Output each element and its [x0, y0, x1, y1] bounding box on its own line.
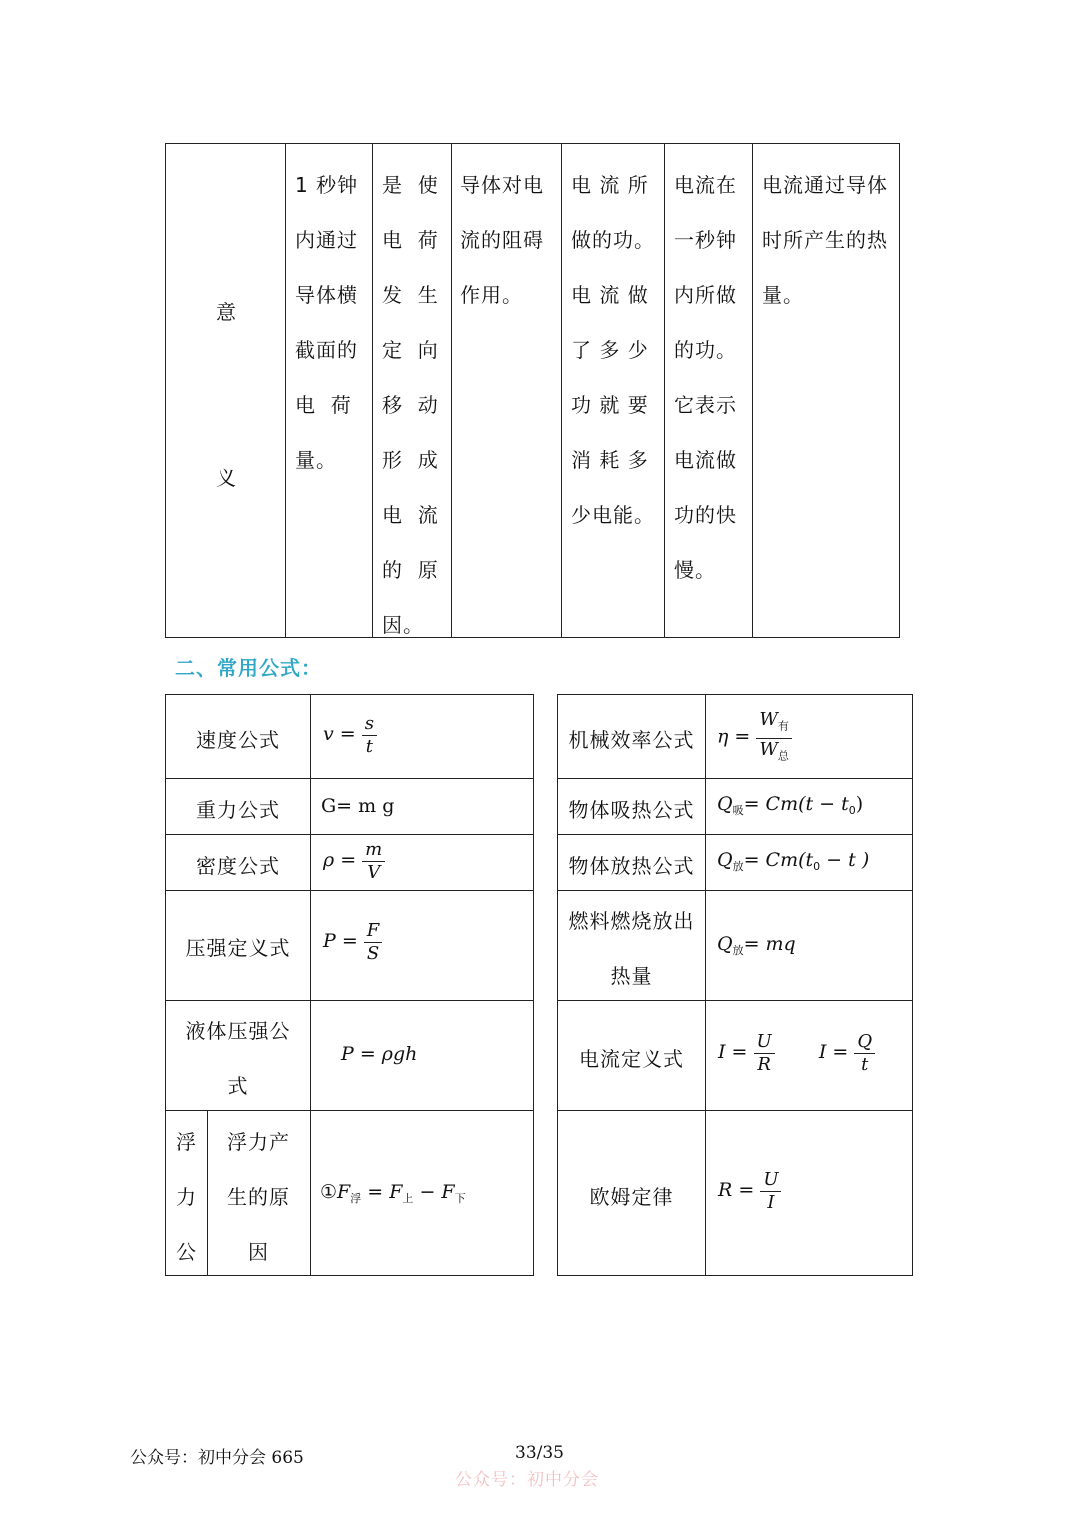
column-divider [561, 144, 562, 637]
meaning-table [165, 143, 900, 638]
row-divider [558, 890, 912, 891]
fraction: $\frac{m}{V}$ [362, 839, 385, 884]
work-meaning-cell: 电 流 所 做的功。 电 流 做 了 多 少 功 就 要 消 耗 多 少电能。 [571, 173, 655, 527]
row-divider [558, 834, 912, 835]
gravity-formula-label: 重力公式 [196, 798, 280, 822]
liquid-pressure-label-line1: 液体压强公 [185, 1019, 291, 1043]
fraction: $\frac{W_有}{W_总}$ [756, 709, 792, 767]
fraction: $\frac{F}{S}$ [364, 920, 383, 965]
row-divider [166, 1000, 533, 1001]
buoyancy-side-label: 浮 [176, 1130, 197, 1154]
ohms-law-label: 欧姆定律 [589, 1185, 674, 1209]
efficiency-formula-label: 机械效率公式 [568, 728, 695, 752]
fraction: $\frac{Q}{t}$ [854, 1031, 875, 1076]
speed-formula: v = $\frac{s}{t}$ [323, 713, 377, 758]
column-divider [310, 695, 311, 1275]
current-definition-formula: I = $\frac{U}{R}$ I = $\frac{Q}{t}$ [718, 1031, 875, 1076]
ohms-law-formula: R = $\frac{U}{I}$ [718, 1169, 781, 1214]
liquid-pressure-label-line2: 式 [227, 1074, 249, 1098]
row-label-top: 意 [216, 300, 236, 324]
absorb-heat-formula: $Q_吸= Cm(t - t_0)$ [717, 793, 864, 818]
left-formula-table [165, 694, 534, 1276]
buoyancy-side-label: 力 [176, 1185, 197, 1209]
column-divider [372, 144, 373, 637]
fraction: $\frac{U}{I}$ [760, 1169, 781, 1214]
speed-formula-label: 速度公式 [196, 728, 280, 752]
formula-lhs: η [717, 725, 729, 748]
formula-lhs: v [323, 723, 334, 745]
release-heat-formula: $Q_放= Cm(t_0 - t$ ) [717, 849, 870, 874]
buoyancy-formula: $①F_浮 = F_上 - F_下$ [320, 1181, 466, 1206]
row-divider [558, 778, 912, 779]
release-heat-label: 物体放热公式 [568, 854, 695, 878]
resistance-meaning-cell: 导体对电 流的阻碍 作用。 [460, 173, 544, 307]
right-formula-table [557, 694, 913, 1276]
heat-meaning-cell: 电流通过导体 时所产生的热 量。 [762, 173, 888, 307]
row-divider [558, 1110, 912, 1111]
row-divider [166, 778, 533, 779]
fuel-heat-label-line2: 热量 [610, 964, 653, 988]
formula-lhs: P [323, 930, 336, 952]
fraction: $\frac{U}{R}$ [754, 1031, 775, 1076]
formula-lhs: ρ [323, 849, 335, 871]
fuel-heat-label-line1: 燃料燃烧放出 [568, 909, 695, 933]
fuel-heat-formula: $Q_放=$ mq [717, 933, 796, 958]
column-divider [664, 144, 665, 637]
gravity-formula: G= m g [321, 795, 395, 817]
pressure-formula-label: 压强定义式 [185, 936, 291, 960]
row-divider [166, 834, 533, 835]
efficiency-formula: η = $\frac{W_有}{W_总}$ [717, 709, 792, 767]
section-heading: 二、常用公式： [175, 656, 322, 680]
row-divider [166, 1110, 533, 1111]
charge-meaning-cell: 1 秒钟 内通过 导体横 截面的 电 荷 量。 [295, 173, 359, 472]
fraction: $\frac{s}{t}$ [362, 713, 377, 758]
current-definition-label: 电流定义式 [579, 1047, 684, 1071]
watermark: 公众号：初中分会 [455, 1470, 599, 1490]
absorb-heat-label: 物体吸热公式 [568, 798, 695, 822]
density-formula: ρ = $\frac{m}{V}$ [323, 839, 385, 884]
column-divider [705, 695, 706, 1275]
row-divider [558, 1000, 912, 1001]
buoyancy-cause-label: 因 [248, 1240, 269, 1264]
row-divider [166, 890, 533, 891]
power-meaning-cell: 电流在 一秒钟 内所做 的功。 它表示 电流做 功的快 慢。 [674, 173, 737, 582]
buoyancy-cause-label: 浮力产 [227, 1130, 290, 1154]
density-formula-label: 密度公式 [196, 854, 280, 878]
buoyancy-side-label: 公 [176, 1240, 197, 1264]
buoyancy-cause-label: 生的原 [227, 1185, 290, 1209]
column-divider [451, 144, 452, 637]
footer-account: 公众号：初中分会 665 [130, 1448, 304, 1468]
row-label-bottom: 义 [216, 466, 236, 490]
pressure-formula: P = $\frac{F}{S}$ [323, 920, 382, 965]
column-divider [752, 144, 753, 637]
page-number: 33/35 [515, 1443, 564, 1463]
voltage-meaning-cell: 是 使 电 荷 发 生 定 向 移 动 形 成 电 流 的 原 因。 [382, 173, 439, 637]
liquid-pressure-formula: P = ρgh [341, 1043, 418, 1065]
column-divider [285, 144, 286, 637]
